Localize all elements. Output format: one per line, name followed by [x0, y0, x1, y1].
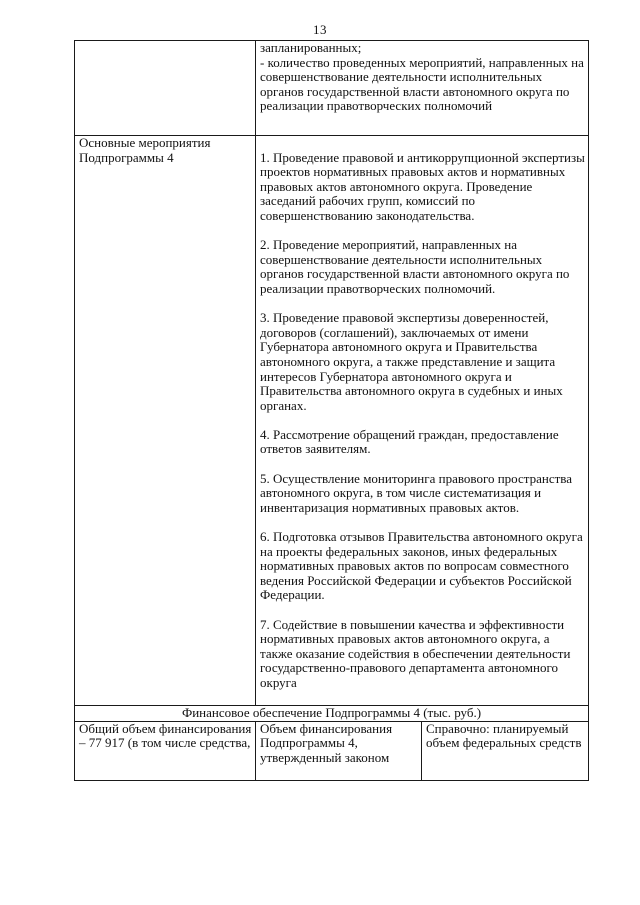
financing-federal-cell: Справочно: планируемый объем федеральных средств	[422, 721, 589, 780]
activity-item-5: 5. Осуществление мониторинга правового пространства автономного округа, в том числе систематизация и инвентаризация нормативных правовых актов.	[260, 470, 573, 515]
table-row-indicators-continuation	[75, 41, 589, 136]
activity-item-6: 6. Подготовка отзывов Правительства автономного округа на проекты федеральных законов, иных федеральных нормативных правовых актов по вопросам совместного ведения Российской Федерации и субъектов Российской Федерации.	[260, 529, 583, 603]
continuation-value-cell: запланированных; - количество проведенных мероприятий, направленных на совершенствование деятельности исполнительных органов государственной власти автономного округа по реализации правотворческих полномочий	[256, 41, 589, 136]
continuation-label-cell	[75, 41, 256, 136]
activity-item-1: 1. Проведение правовой и антикоррупционной экспертизы проектов нормативных правовых актов и нормативных правовых актов автономного округа. Проведение заседаний рабочих групп, комиссий по совершенствованию законодательства.	[260, 149, 585, 223]
activity-item-2: 2. Проведение мероприятий, направленных на совершенствование деятельности исполнительных органов государственной власти автономного округа по реализации правотворческих полномочий.	[260, 237, 570, 296]
activity-item-3: 3. Проведение правовой экспертизы доверенностей, договоров (соглашений), заключаемых от имени Губернатора автономного округа и Правительства автономного округа, а также представление и защита интересов Губернатора автономного округа и Правительства автономного округа в судебных и иных органах.	[260, 310, 563, 413]
table-row-main-activities	[75, 136, 589, 706]
financing-law-cell: Объем финансирования Подпрограммы 4, утвержденный законом	[256, 721, 422, 780]
financing-header: Финансовое обеспечение Подпрограммы 4 (тыс. руб.)	[75, 706, 589, 722]
financing-total-cell: Общий объем финансирования – 77 917 (в том числе средства,	[75, 721, 256, 780]
subprogram-passport-table	[74, 40, 589, 781]
page-number: 13	[313, 22, 327, 37]
activity-item-7: 7. Содействие в повышении качества и эффективности нормативных правовых актов автономного округа, а также оказание содействия в обеспечении деятельности государственно-правового департамента автономного округа	[260, 616, 571, 690]
table-row-financing	[75, 721, 589, 780]
activity-item-4: 4. Рассмотрение обращений граждан, предоставление ответов заявителям.	[260, 426, 559, 457]
table-row-financing-header	[75, 706, 589, 722]
main-activities-list	[256, 136, 589, 706]
main-activities-label: Основные мероприятия Подпрограммы 4	[75, 136, 256, 706]
